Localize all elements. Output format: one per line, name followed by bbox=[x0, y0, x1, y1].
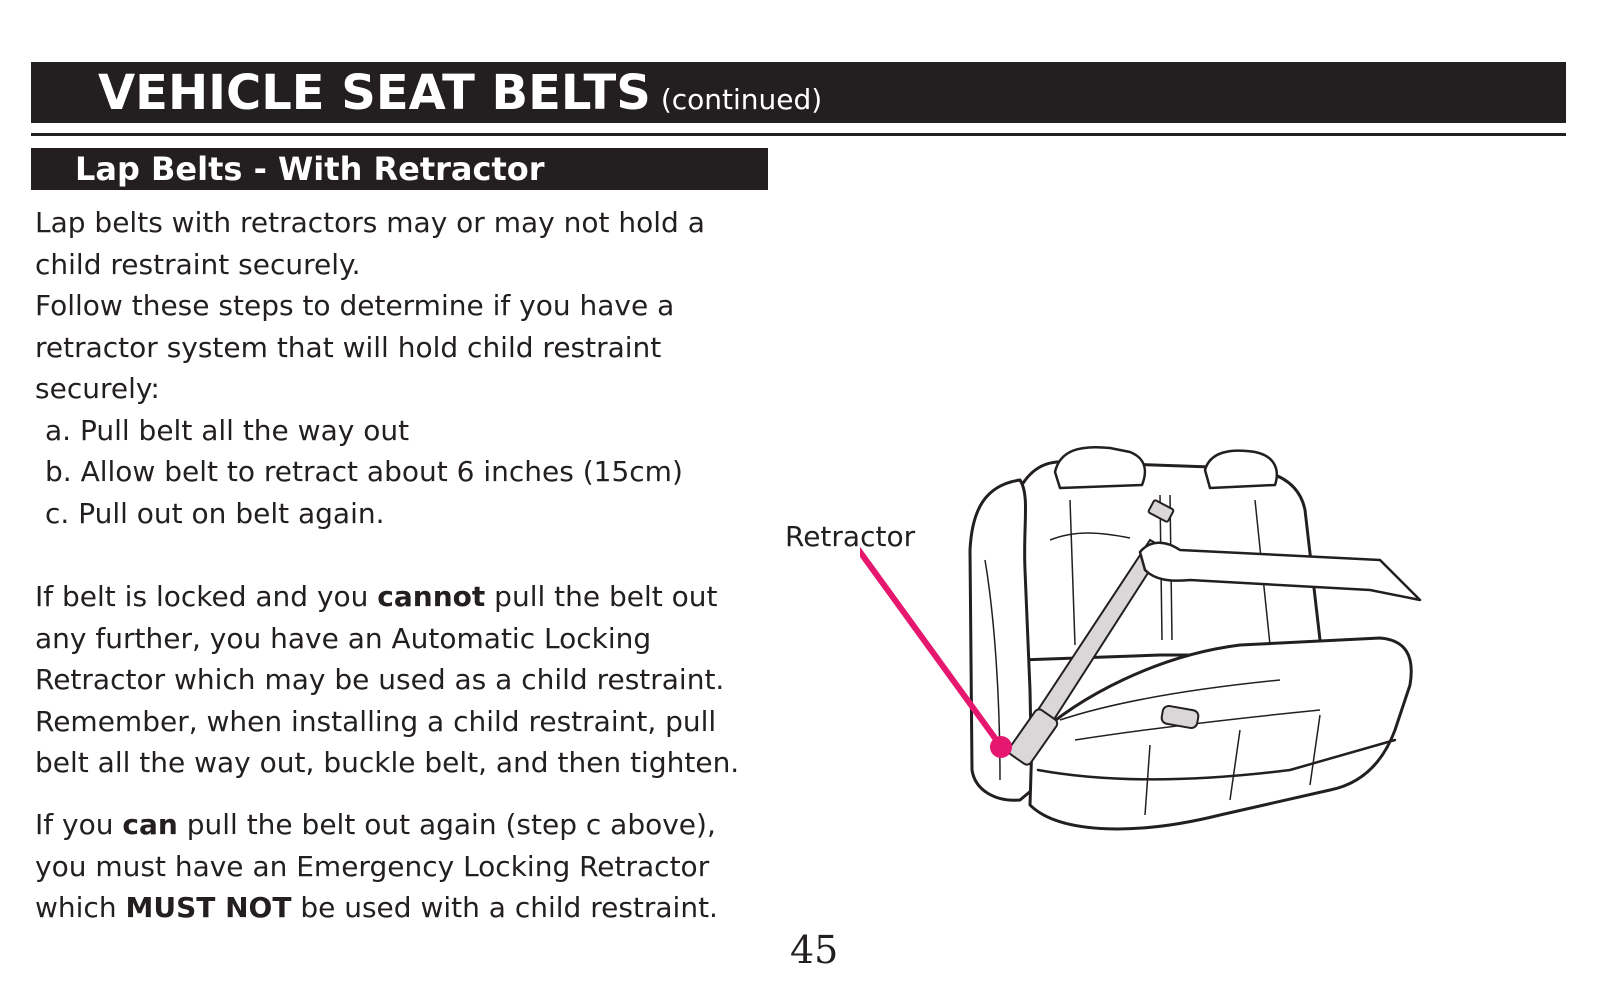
headrest-left bbox=[1055, 447, 1145, 488]
unlocked-paragraph bbox=[35, 804, 835, 929]
page-title-main: VEHICLE SEAT BELTS bbox=[98, 65, 651, 121]
paragraph-line bbox=[35, 887, 835, 929]
step-item: c. Pull out on belt again. bbox=[45, 496, 385, 530]
paragraph-line: you must have an Emergency Locking Retractor bbox=[35, 849, 710, 883]
paragraph-line: Remember, when installing a child restraint, pull bbox=[35, 704, 717, 738]
text-run: pull the belt out bbox=[485, 580, 718, 613]
emphasis-cannot: cannot bbox=[377, 580, 486, 613]
paragraph-line bbox=[35, 804, 835, 846]
title-rule bbox=[31, 133, 1566, 136]
text-run: which bbox=[35, 891, 126, 924]
section-heading: Lap Belts - With Retractor bbox=[75, 150, 545, 188]
seat-illustration bbox=[860, 440, 1480, 880]
text-run: If belt is locked and you bbox=[35, 580, 378, 613]
text-run: If you bbox=[35, 808, 123, 841]
intro-line: securely: bbox=[35, 372, 160, 405]
step-item: b. Allow belt to retract about 6 inches (15cm) bbox=[45, 455, 683, 488]
retractor-callout-dot bbox=[990, 736, 1012, 758]
text-run: be used with a child restraint. bbox=[291, 891, 718, 924]
paragraph-line: belt all the way out, buckle belt, and then tighten. bbox=[35, 746, 740, 779]
intro-line: child restraint securely. bbox=[35, 247, 361, 281]
retractor-callout-label: Retractor bbox=[785, 520, 916, 553]
emphasis-must-not: MUST NOT bbox=[125, 891, 292, 924]
page-number: 45 bbox=[790, 928, 839, 972]
headrest-right bbox=[1205, 451, 1277, 488]
page-title-suffix: (continued) bbox=[660, 83, 823, 116]
paragraph-line bbox=[35, 576, 835, 618]
text-run: pull the belt out again (step c above), bbox=[177, 808, 716, 841]
step-item: a. Pull belt all the way out bbox=[45, 413, 410, 447]
intro-text bbox=[35, 202, 835, 534]
paragraph-line: any further, you have an Automatic Locking bbox=[35, 621, 652, 655]
emphasis-can: can bbox=[122, 808, 178, 841]
intro-line: Lap belts with retractors may or may not hold a bbox=[35, 206, 705, 239]
paragraph-line: Retractor which may be used as a child restraint. bbox=[35, 663, 725, 696]
page-title bbox=[98, 63, 822, 123]
intro-line: Follow these steps to determine if you have a bbox=[35, 289, 675, 322]
locked-paragraph bbox=[35, 576, 835, 784]
intro-line: retractor system that will hold child restraint bbox=[35, 330, 662, 364]
